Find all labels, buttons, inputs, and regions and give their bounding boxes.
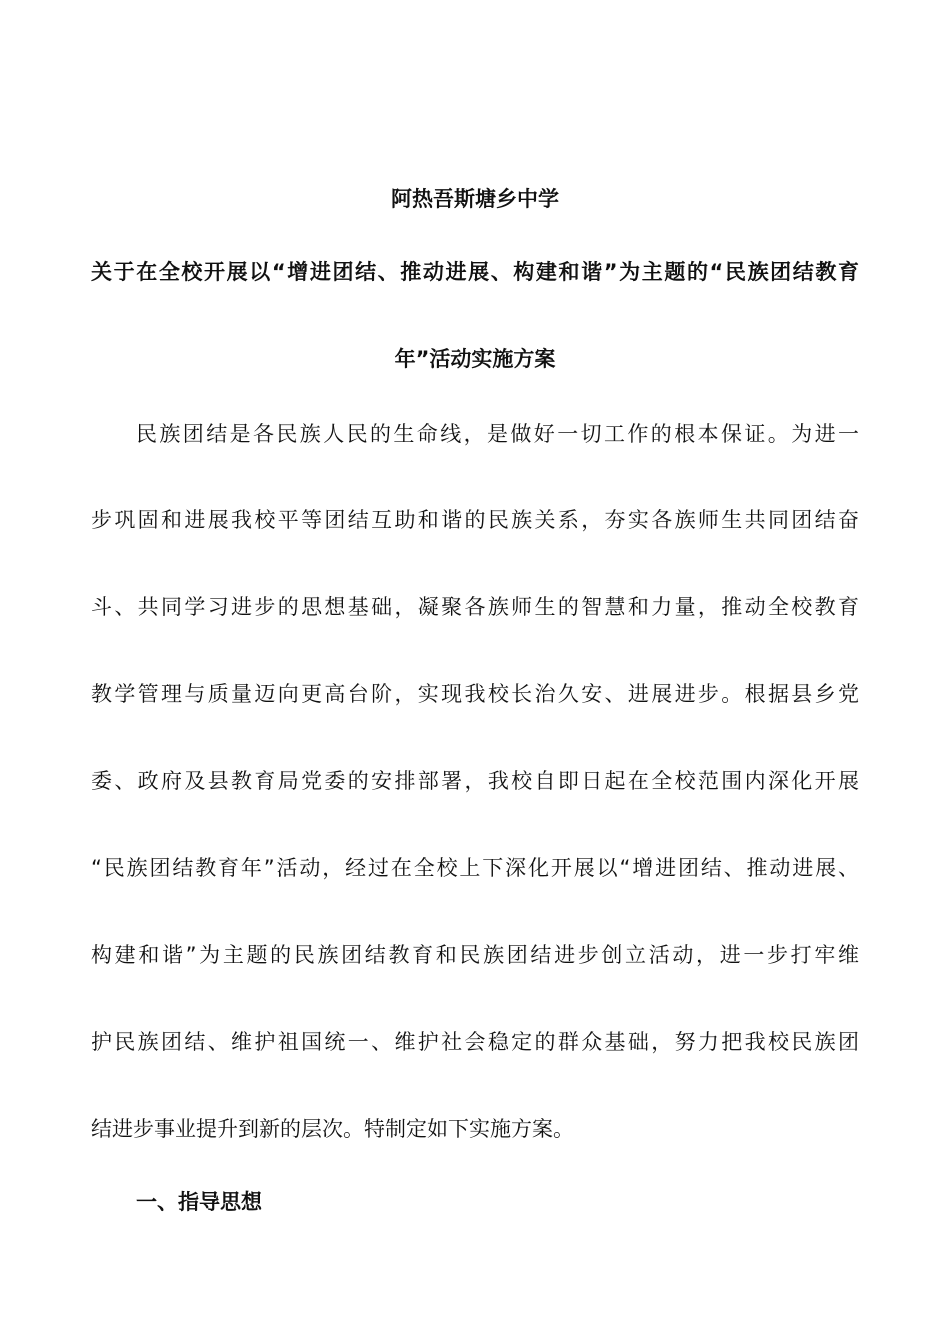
- body-paragraph-line: 教学管理与质量迈向更高台阶，实现我校长治久安、进展进步。根据县乡党: [91, 682, 859, 706]
- document-title-line-2: 年”活动实施方案: [394, 347, 556, 371]
- body-paragraph-line: 护民族团结、维护祖国统一、维护社会稳定的群众基础，努力把我校民族团: [91, 1030, 859, 1054]
- body-paragraph-line: 民族团结是各民族人民的生命线，是做好一切工作的根本保证。为进一: [136, 422, 859, 446]
- body-paragraph-line: 结进步事业提升到新的层次。特制定如下实施方案。: [91, 1117, 574, 1141]
- document-title-line-1: 关于在全校开展以“增进团结、推动进展、构建和谐”为主题的“民族团结教育: [91, 260, 859, 284]
- body-paragraph-line: 构建和谐”为主题的民族团结教育和民族团结进步创立活动，进一步打牢维: [91, 943, 859, 967]
- body-paragraph-line: 步巩固和进展我校平等团结互助和谐的民族关系，夯实各族师生共同团结奋: [91, 508, 859, 532]
- school-name-heading: 阿热吾斯塘乡中学: [391, 187, 559, 211]
- body-paragraph-line: 委、政府及县教育局党委的安排部署，我校自即日起在全校范围内深化开展: [91, 769, 859, 793]
- body-paragraph-line: “民族团结教育年”活动，经过在全校上下深化开展以“增进团结、推动进展、: [91, 856, 859, 880]
- body-paragraph-line: 斗、共同学习进步的思想基础，凝聚各族师生的智慧和力量，推动全校教育: [91, 595, 859, 619]
- section-heading: 一、指导思想: [136, 1190, 262, 1214]
